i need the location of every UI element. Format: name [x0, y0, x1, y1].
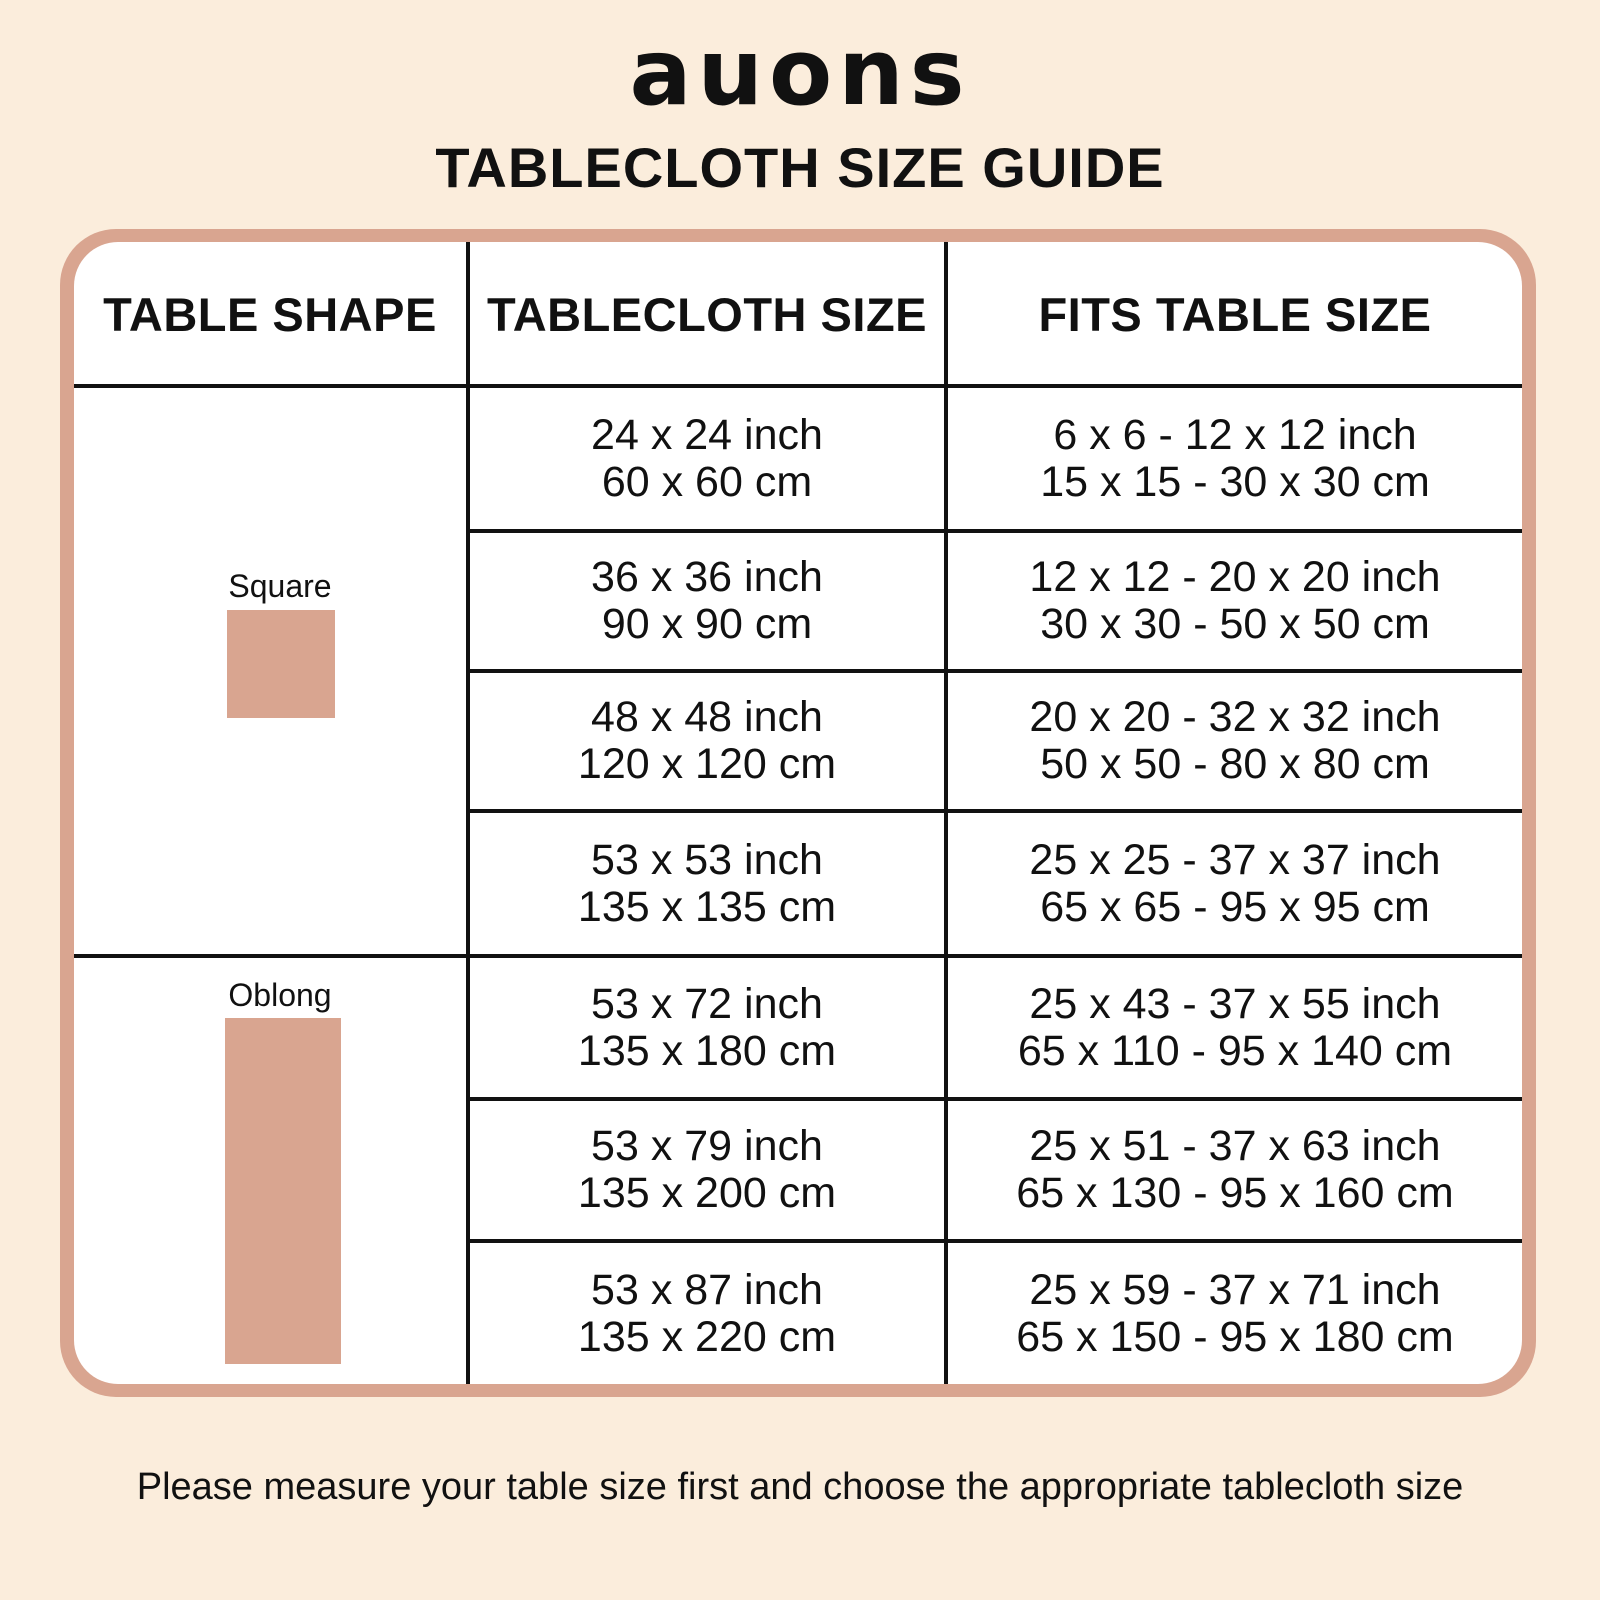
size-inch: 53 x 87 inch: [591, 1265, 823, 1314]
size-inch: 48 x 48 inch: [591, 693, 823, 741]
size-cm: 135 x 200 cm: [577, 1169, 837, 1217]
oblong-shape-icon: [225, 1018, 341, 1364]
fits-cm: 65 x 150 - 95 x 180 cm: [1016, 1312, 1454, 1361]
fits-inch: 25 x 25 - 37 x 37 inch: [1029, 835, 1441, 884]
size-cm: 135 x 135 cm: [577, 882, 837, 931]
fits-inch: 20 x 20 - 32 x 32 inch: [1029, 693, 1441, 741]
tablecloth-size-cell: [470, 533, 944, 669]
page-title: TABLECLOTH SIZE GUIDE: [435, 136, 1165, 199]
fits-cm: 65 x 110 - 95 x 140 cm: [1017, 1026, 1453, 1075]
fits-size-cell: [948, 813, 1522, 954]
size-inch: 53 x 53 inch: [591, 835, 823, 884]
fits-size-cell: [948, 958, 1522, 1097]
fits-cm: 50 x 50 - 80 x 80 cm: [1040, 740, 1430, 788]
shape-label-square: Square: [228, 568, 332, 604]
fits-size-cell: [948, 388, 1522, 529]
size-inch: 53 x 72 inch: [591, 979, 823, 1028]
size-inch: 24 x 24 inch: [591, 410, 823, 459]
fits-size-cell: [948, 1101, 1522, 1239]
size-cm: 120 x 120 cm: [577, 740, 837, 788]
header-fits-table-size: FITS TABLE SIZE: [1038, 287, 1432, 341]
tablecloth-size-cell: [470, 673, 944, 809]
fits-inch: 25 x 59 - 37 x 71 inch: [1029, 1265, 1441, 1314]
tablecloth-size-cell: [470, 813, 944, 954]
size-table: [74, 242, 1522, 1384]
tablecloth-size-cell: [470, 958, 944, 1097]
fits-inch: 25 x 43 - 37 x 55 inch: [1029, 979, 1441, 1028]
tablecloth-size-cell: [470, 388, 944, 529]
header-tablecloth-size: TABLECLOTH SIZE: [486, 287, 928, 341]
fits-cm: 65 x 65 - 95 x 95 cm: [1040, 882, 1430, 931]
brand-logo: auons: [629, 19, 971, 126]
fits-inch: 12 x 12 - 20 x 20 inch: [1029, 553, 1441, 601]
fits-inch: 6 x 6 - 12 x 12 inch: [1053, 410, 1417, 459]
header-table-shape: TABLE SHAPE: [103, 287, 437, 341]
fits-cm: 15 x 15 - 30 x 30 cm: [1040, 457, 1430, 506]
footer-note: Please measure your table size first and choose the appropriate tablecloth size: [136, 1466, 1464, 1508]
fits-size-cell: [948, 673, 1522, 809]
tablecloth-size-cell: [470, 1243, 944, 1384]
size-cm: 135 x 220 cm: [577, 1312, 837, 1361]
fits-size-cell: [948, 533, 1522, 669]
size-inch: 36 x 36 inch: [591, 553, 823, 601]
fits-cm: 30 x 30 - 50 x 50 cm: [1040, 600, 1430, 648]
size-cm: 60 x 60 cm: [601, 457, 813, 506]
size-inch: 53 x 79 inch: [591, 1122, 823, 1170]
size-cm: 135 x 180 cm: [577, 1026, 837, 1075]
size-cm: 90 x 90 cm: [601, 600, 813, 648]
tablecloth-size-cell: [470, 1101, 944, 1239]
fits-size-cell: [948, 1243, 1522, 1384]
fits-cm: 65 x 130 - 95 x 160 cm: [1016, 1169, 1454, 1217]
shape-label-oblong: Oblong: [228, 977, 332, 1013]
fits-inch: 25 x 51 - 37 x 63 inch: [1029, 1122, 1441, 1170]
square-shape-icon: [227, 610, 335, 718]
